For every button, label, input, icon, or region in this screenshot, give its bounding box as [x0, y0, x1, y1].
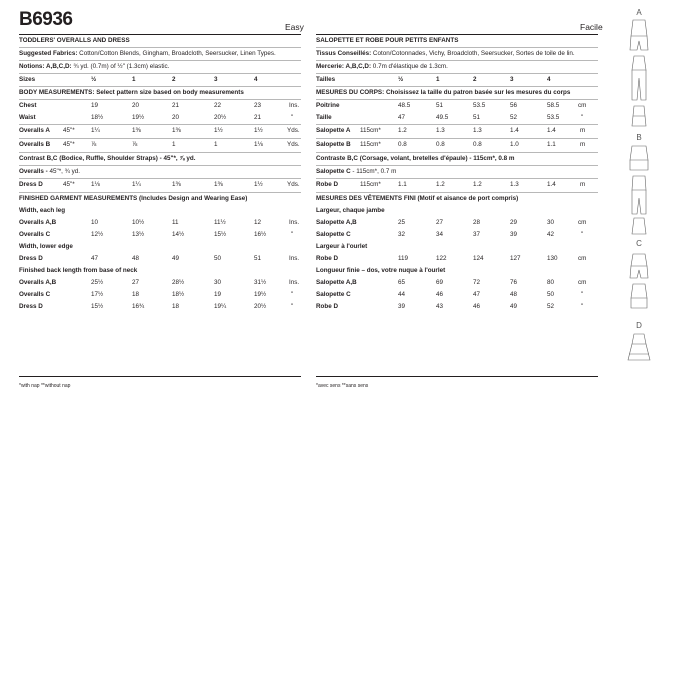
unit: Ins. — [289, 279, 300, 286]
cell: 1.1 — [398, 181, 407, 188]
cell: 32 — [398, 231, 406, 238]
cell: 48 — [132, 255, 140, 262]
bl-c-row — [316, 289, 598, 301]
view-c-sketch — [630, 254, 648, 308]
unit: " — [291, 291, 294, 298]
cell: 18 — [172, 303, 180, 310]
cell: 1.2 — [473, 181, 482, 188]
waist-row — [19, 112, 301, 125]
cell: 48 — [510, 291, 518, 298]
view-b-sketch — [630, 146, 648, 234]
cell: 48.5 — [398, 102, 411, 109]
view-label-c: C — [636, 239, 642, 248]
notions-label: Mercerie: A,B,C,D: — [316, 63, 372, 70]
pattern-number: B6936 — [19, 9, 73, 30]
cell: 124 — [473, 255, 484, 262]
unit: Yds. — [287, 127, 300, 134]
back-length-heading: Longueur finie – dos, votre nuque à l'ourlet — [316, 267, 446, 274]
notions-text: ¾ yd. (0.7m) of ½" (1.3cm) elastic. — [71, 63, 170, 70]
cell: 21 — [172, 102, 180, 109]
cell: 19¼ — [214, 303, 227, 310]
cell: 1⅜ — [214, 181, 223, 188]
cell: 80 — [547, 279, 555, 286]
cell: 23 — [254, 102, 262, 109]
unit: cm — [578, 219, 587, 226]
cell: 1.4 — [547, 127, 556, 134]
body-heading: BODY MEASUREMENTS: Select pattern size based on body measurements — [19, 87, 301, 100]
size-cell: 1 — [436, 76, 440, 83]
cell: 19½ — [132, 114, 145, 121]
bl-ab-row — [19, 277, 301, 289]
cell: 56 — [510, 102, 518, 109]
cell: 49 — [172, 255, 180, 262]
cell: 39 — [398, 303, 406, 310]
cell: 72 — [473, 279, 481, 286]
cell: 1.2 — [398, 127, 407, 134]
cell: 12 — [254, 219, 262, 226]
row-label: Salopette C — [316, 168, 351, 175]
cell: 119 — [398, 255, 409, 262]
cell: 20½ — [214, 114, 227, 121]
fabric-width: 115cm* — [360, 181, 381, 188]
bl-c-row — [19, 289, 301, 301]
cell: 16½ — [254, 231, 267, 238]
row-label: Overalls A — [19, 127, 50, 134]
french-chart — [316, 34, 598, 313]
cell: 29 — [510, 219, 518, 226]
english-chart — [19, 34, 301, 313]
cell: 50 — [547, 291, 555, 298]
cell: 46 — [436, 291, 444, 298]
size-cell: 1 — [132, 76, 136, 83]
chart-title: TODDLERS' OVERALLS AND DRESS — [19, 35, 301, 48]
notions-row — [19, 61, 301, 74]
contrast-row: Contrast B,C (Bodice, Ruffle, Shoulder Straps) - 45"*, ⅞ yd. — [19, 153, 301, 166]
dress-d-row — [19, 179, 301, 193]
size-cell: 4 — [547, 76, 551, 83]
overalls-c-text: - 115cm*, 0.7 m — [350, 168, 397, 175]
cell: 1.4 — [510, 127, 519, 134]
footnote-fr: *avec sens **sans sens — [316, 383, 369, 389]
cell: 25½ — [91, 279, 104, 286]
cell: 1.3 — [510, 181, 519, 188]
cell: 1⅜ — [172, 127, 181, 134]
cell: 0.8 — [436, 141, 445, 148]
finished-heading: FINISHED GARMENT MEASUREMENTS (Includes Design and Wearing Ease) — [19, 195, 248, 202]
overalls-a-row — [316, 125, 598, 139]
body-heading: MESURES DU CORPS: Choisissez la taille du patron basée sur les mesures du corps — [316, 87, 598, 100]
cell: 14½ — [172, 231, 185, 238]
cell: 34 — [436, 231, 444, 238]
cell: 25 — [398, 219, 406, 226]
bl-d-row — [316, 301, 598, 313]
fabric-width: 45"* — [63, 181, 75, 188]
row-label: Salopette A — [316, 127, 351, 134]
cell: 18½ — [91, 114, 104, 121]
cell: 28 — [473, 219, 481, 226]
waist-row — [316, 112, 598, 125]
cell: 76 — [510, 279, 518, 286]
notions-text: 0.7m d'élastique de 1.3cm. — [371, 63, 448, 70]
cell: 1⅜ — [172, 181, 181, 188]
cell: 16¾ — [132, 303, 145, 310]
difficulty-en: Easy — [285, 22, 304, 32]
overalls-c-row — [19, 166, 301, 179]
cell: 18½ — [172, 291, 185, 298]
cell: 1⅛ — [254, 141, 263, 148]
cell: 53.5 — [473, 102, 486, 109]
cell: 50 — [214, 255, 222, 262]
cell: 52 — [510, 114, 518, 121]
cell: 0.8 — [473, 141, 482, 148]
notions-row — [316, 61, 598, 74]
overalls-a-row — [19, 125, 301, 139]
row-label: Chest — [19, 102, 37, 109]
cell: 46 — [473, 303, 481, 310]
row-label: Salopette A,B — [316, 219, 357, 226]
cell: 27 — [436, 219, 444, 226]
unit: " — [581, 303, 584, 310]
row-label: Robe D — [316, 303, 339, 310]
view-sketches — [624, 8, 654, 368]
size-cell: 4 — [254, 76, 258, 83]
cell: 11½ — [214, 219, 226, 226]
chest-row — [316, 100, 598, 112]
row-label: Salopette A,B — [316, 279, 357, 286]
back-length-heading: Finished back length from base of neck — [19, 267, 138, 274]
size-cell: 2 — [172, 76, 176, 83]
view-a-sketch — [630, 20, 648, 126]
bl-d-row — [19, 301, 301, 313]
fin-c-leg-row — [316, 229, 598, 241]
cell: 1.0 — [510, 141, 519, 148]
unit: Yds. — [287, 141, 300, 148]
cell: 30 — [547, 219, 555, 226]
view-d-sketch — [628, 334, 650, 360]
cell: 49.5 — [436, 114, 449, 121]
cell: 10½ — [132, 219, 145, 226]
unit: Ins. — [289, 102, 300, 109]
unit: m — [580, 127, 586, 134]
row-label: Dress D — [19, 303, 43, 310]
cell: 44 — [398, 291, 406, 298]
cell: 1¼ — [132, 181, 141, 188]
cell: 47 — [91, 255, 99, 262]
unit: " — [291, 231, 294, 238]
fabrics-text: Coton/Cotonnades, Vichy, Broadcloth, Seersucker, Sortes de toile de lin. — [371, 50, 575, 57]
unit: Ins. — [289, 219, 300, 226]
fabrics-row — [316, 48, 598, 61]
size-cell: 3 — [510, 76, 514, 83]
view-label-b: B — [636, 133, 642, 142]
fin-d-width-row — [316, 253, 598, 265]
row-label: Overalls B — [19, 141, 51, 148]
width-leg-heading: Width, each leg — [19, 207, 66, 214]
size-cell: 2 — [473, 76, 477, 83]
overalls-c-text: 45"*, ¾ yd. — [49, 168, 81, 175]
fin-d-width-row — [19, 253, 301, 265]
cell: 11 — [172, 219, 179, 226]
cell: 12½ — [91, 231, 104, 238]
overalls-b-row — [19, 139, 301, 153]
unit: " — [291, 303, 294, 310]
cell: 1.3 — [473, 127, 482, 134]
row-label: Waist — [19, 114, 36, 121]
width-leg-heading: Largeur, chaque jambe — [316, 207, 385, 214]
cell: 20 — [132, 102, 140, 109]
cell: 19½ — [254, 291, 267, 298]
footer-rule-en — [19, 376, 301, 377]
unit: cm — [578, 255, 587, 262]
chart-title: SALOPETTE ET ROBE POUR PETITS ENFANTS — [316, 35, 598, 48]
width-lower-heading: Width, lower edge — [19, 243, 73, 250]
dress-d-row — [316, 179, 598, 193]
cell: 1⅛ — [91, 181, 100, 188]
footer-rule-fr — [316, 376, 598, 377]
fabrics-label: Suggested Fabrics: — [19, 50, 78, 57]
cell: 65 — [398, 279, 406, 286]
difficulty-fr: Facile — [580, 22, 603, 32]
sizes-label: Tailles — [316, 76, 336, 83]
fin-ab-leg-row — [19, 217, 301, 229]
cell: 10 — [91, 219, 99, 226]
cell: ⅞ — [91, 141, 97, 148]
fabric-width: 45"* — [63, 127, 75, 134]
cell: 47 — [398, 114, 406, 121]
cell: 122 — [436, 255, 447, 262]
bl-ab-row — [316, 277, 598, 289]
fin-c-leg-row — [19, 229, 301, 241]
fabrics-row — [19, 48, 301, 61]
row-label: Dress D — [19, 181, 43, 188]
cell: 37 — [473, 231, 481, 238]
cell: 52 — [547, 303, 555, 310]
cell: 15½ — [214, 231, 227, 238]
cell: 1 — [214, 141, 218, 148]
row-label: Salopette C — [316, 291, 351, 298]
cell: 1.1 — [547, 141, 556, 148]
cell: 1½ — [214, 127, 223, 134]
fabric-width: 45"* — [63, 141, 75, 148]
cell: 39 — [510, 231, 518, 238]
unit: cm — [578, 102, 587, 109]
cell: 69 — [436, 279, 444, 286]
overalls-c-row — [316, 166, 598, 179]
row-label: Overalls A,B — [19, 279, 57, 286]
unit: " — [581, 291, 584, 298]
sizes-row — [316, 74, 598, 87]
unit: cm — [578, 279, 587, 286]
row-label: Robe D — [316, 255, 339, 262]
fabrics-text: Cotton/Cotton Blends, Gingham, Broadcloth, Seersucker, Linen Types. — [77, 50, 276, 57]
cell: 58.5 — [547, 102, 560, 109]
unit: Ins. — [289, 255, 300, 262]
cell: 42 — [547, 231, 555, 238]
view-label-a: A — [636, 8, 642, 17]
cell: 1.2 — [436, 181, 445, 188]
cell: 51 — [436, 102, 444, 109]
sizes-label: Sizes — [19, 76, 36, 83]
row-label: Overalls C — [19, 231, 51, 238]
sizes-row — [19, 74, 301, 87]
cell: 22 — [214, 102, 222, 109]
cell: 21 — [254, 114, 262, 121]
cell: 13½ — [132, 231, 145, 238]
cell: 19 — [91, 102, 99, 109]
size-cell: 3 — [214, 76, 218, 83]
cell: 20 — [172, 114, 180, 121]
cell: 20½ — [254, 303, 267, 310]
fabrics-label: Tissus Conseillés: — [316, 50, 372, 57]
notions-label: Notions: A,B,C,D: — [19, 63, 72, 70]
fabric-width: 115cm* — [360, 127, 381, 134]
cell: 127 — [510, 255, 521, 262]
cell: 43 — [436, 303, 444, 310]
cell: 49 — [510, 303, 518, 310]
unit: m — [580, 181, 586, 188]
cell: 47 — [473, 291, 481, 298]
row-label: Salopette B — [316, 141, 351, 148]
fin-ab-leg-row — [316, 217, 598, 229]
cell: 0.8 — [398, 141, 407, 148]
cell: 1½ — [254, 127, 263, 134]
row-label: Dress D — [19, 255, 43, 262]
cell: 31½ — [254, 279, 267, 286]
width-lower-heading: Largeur à l'ourlet — [316, 243, 368, 250]
cell: 17½ — [91, 291, 104, 298]
row-label: Taille — [316, 114, 332, 121]
cell: 1.3 — [436, 127, 445, 134]
chest-row — [19, 100, 301, 112]
contrast-row: Contraste B,C (Corsage, volant, bretelles d'épaule) - 115cm*, 0.8 m — [316, 153, 598, 166]
cell: 1.4 — [547, 181, 556, 188]
row-label: Overalls C — [19, 291, 51, 298]
finished-heading: MESURES DES VÊTEMENTS FINI (Motif et aisance de port compris) — [316, 195, 519, 202]
cell: 1⅜ — [132, 127, 141, 134]
row-label: Poitrine — [316, 102, 340, 109]
cell: 18 — [132, 291, 140, 298]
row-label: Overalls - — [19, 168, 50, 175]
cell: 51 — [254, 255, 262, 262]
overalls-b-row — [316, 139, 598, 153]
cell: 27 — [132, 279, 140, 286]
row-label: Robe D — [316, 181, 339, 188]
cell: 15½ — [91, 303, 104, 310]
footnote-en: *with nap **without nap — [19, 383, 71, 389]
cell: 1¼ — [91, 127, 100, 134]
view-label-d: D — [636, 321, 642, 330]
unit: m — [580, 141, 586, 148]
size-cell: ½ — [398, 76, 404, 83]
row-label: Overalls A,B — [19, 219, 57, 226]
cell: ⅞ — [132, 141, 138, 148]
cell: 30 — [214, 279, 222, 286]
cell: 1 — [172, 141, 176, 148]
unit: " — [291, 114, 294, 121]
cell: 19 — [214, 291, 222, 298]
fabric-width: 115cm* — [360, 141, 381, 148]
cell: 51 — [473, 114, 481, 121]
cell: 28½ — [172, 279, 185, 286]
row-label: Salopette C — [316, 231, 351, 238]
cell: 130 — [547, 255, 558, 262]
cell: 1½ — [254, 181, 263, 188]
cell: 53.5 — [547, 114, 560, 121]
unit: " — [581, 114, 584, 121]
size-cell: ½ — [91, 76, 97, 83]
unit: Yds. — [287, 181, 300, 188]
unit: " — [581, 231, 584, 238]
